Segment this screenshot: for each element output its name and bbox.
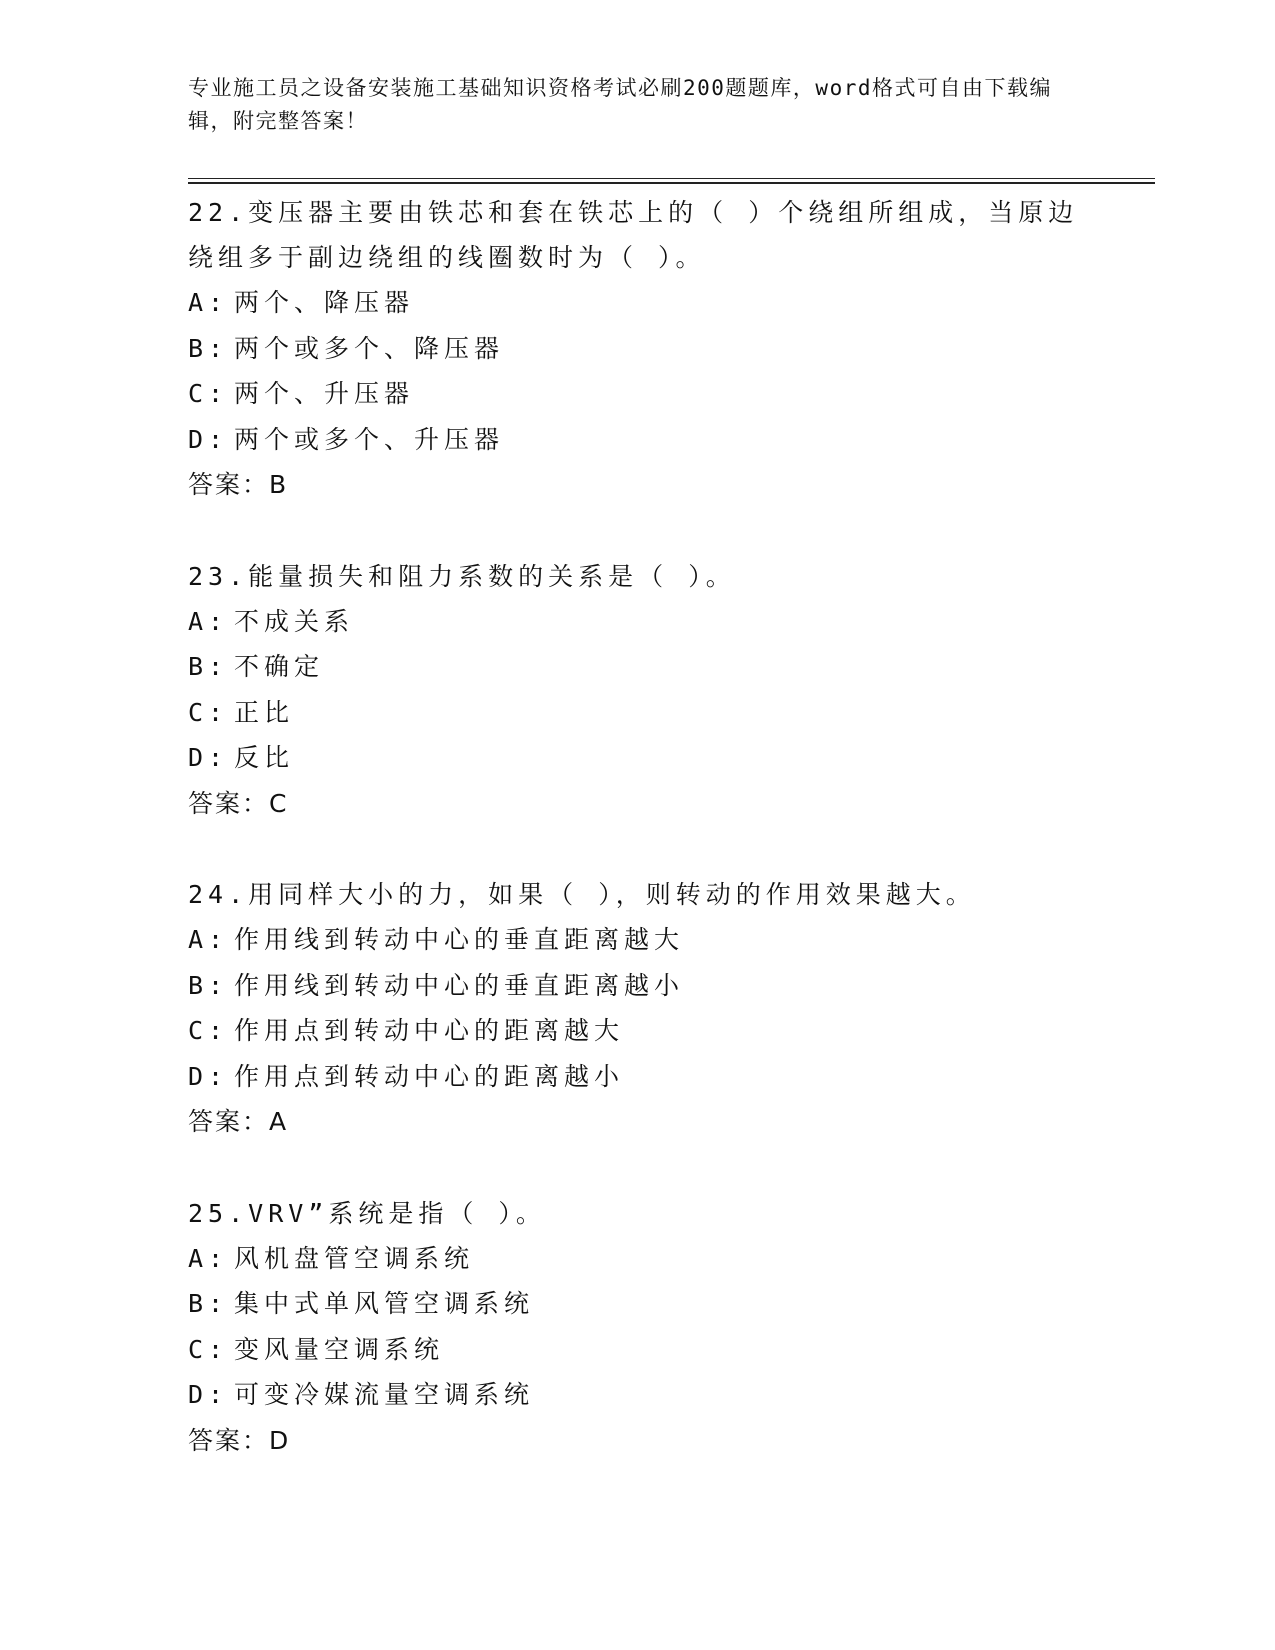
option-d	[188, 1372, 1088, 1418]
option-list	[188, 1236, 1088, 1418]
option-text: 反比	[234, 743, 295, 772]
option-key: C:	[188, 1016, 229, 1045]
document-header: 专业施工员之设备安装施工基础知识资格考试必刷200题题库，word格式可自由下载编辑，附完整答案！	[188, 76, 1052, 133]
question-text: 24.用同样大小的力，如果（ ），则转动的作用效果越大。	[188, 880, 976, 909]
question-text: 22.变压器主要由铁芯和套在铁芯上的（ ）个绕组所组成，当原边绕组多于副边绕组的线圈数时为（ ）。	[188, 198, 1079, 272]
option-text: 不成关系	[234, 606, 355, 636]
option-text: 正比	[234, 697, 295, 727]
option-key: D:	[188, 743, 229, 772]
option-b	[188, 963, 1088, 1009]
option-c	[188, 1008, 1088, 1054]
answer-line: 答案：A	[188, 1107, 289, 1136]
option-key: A:	[188, 925, 229, 954]
option-d	[188, 417, 1088, 463]
option-text: 作用点到转动中心的距离越小	[234, 1061, 625, 1091]
option-text: 作用线到转动中心的垂直距离越小	[234, 970, 685, 1000]
option-list	[188, 917, 1088, 1099]
option-text: 变风量空调系统	[234, 1334, 445, 1364]
option-key: A:	[188, 606, 229, 636]
option-a	[188, 917, 1088, 963]
option-a	[188, 280, 1088, 326]
option-c	[188, 371, 1088, 417]
question-25	[188, 1191, 1088, 1464]
option-list	[188, 280, 1088, 462]
option-key: A:	[188, 1243, 229, 1273]
option-key: D:	[188, 1380, 229, 1409]
header-divider-thin	[188, 178, 1155, 179]
answer-line: 答案：D	[188, 1425, 291, 1455]
option-list	[188, 599, 1088, 781]
option-c	[188, 1327, 1088, 1373]
question-22	[188, 190, 1088, 508]
question-24	[188, 872, 1088, 1145]
option-key: B:	[188, 1289, 229, 1318]
option-key: D:	[188, 1061, 229, 1091]
option-b	[188, 644, 1088, 690]
option-a	[188, 1236, 1088, 1282]
option-key: C:	[188, 697, 229, 727]
option-c	[188, 690, 1088, 736]
question-text: 23.能量损失和阻力系数的关系是（ ）。	[188, 561, 736, 591]
option-b	[188, 1281, 1088, 1327]
option-a	[188, 599, 1088, 645]
option-key: C:	[188, 1334, 229, 1364]
answer-line: 答案：C	[188, 788, 289, 818]
option-text: 作用线到转动中心的垂直距离越大	[234, 925, 685, 954]
question-list	[188, 190, 1088, 1509]
option-text: 风机盘管空调系统	[234, 1243, 475, 1273]
question-23	[188, 554, 1088, 827]
option-key: B:	[188, 333, 229, 363]
option-text: 两个或多个、降压器	[234, 333, 505, 363]
question-text: 25.VRV”系统是指（ ）。	[188, 1198, 546, 1228]
option-key: B:	[188, 970, 229, 1000]
option-text: 集中式单风管空调系统	[234, 1289, 535, 1318]
option-d	[188, 735, 1088, 781]
option-text: 作用点到转动中心的距离越大	[234, 1016, 625, 1045]
option-key: C:	[188, 379, 229, 408]
option-text: 可变冷媒流量空调系统	[234, 1380, 535, 1409]
option-text: 不确定	[234, 652, 325, 681]
option-text: 两个、升压器	[234, 379, 415, 408]
option-b	[188, 326, 1088, 372]
option-text: 两个、降压器	[234, 288, 415, 317]
option-key: A:	[188, 288, 229, 317]
option-key: B:	[188, 652, 229, 681]
option-d	[188, 1054, 1088, 1100]
header-divider-thick	[188, 182, 1155, 184]
answer-line: 答案：B	[188, 470, 289, 499]
option-text: 两个或多个、升压器	[234, 424, 505, 454]
option-key: D:	[188, 424, 229, 454]
